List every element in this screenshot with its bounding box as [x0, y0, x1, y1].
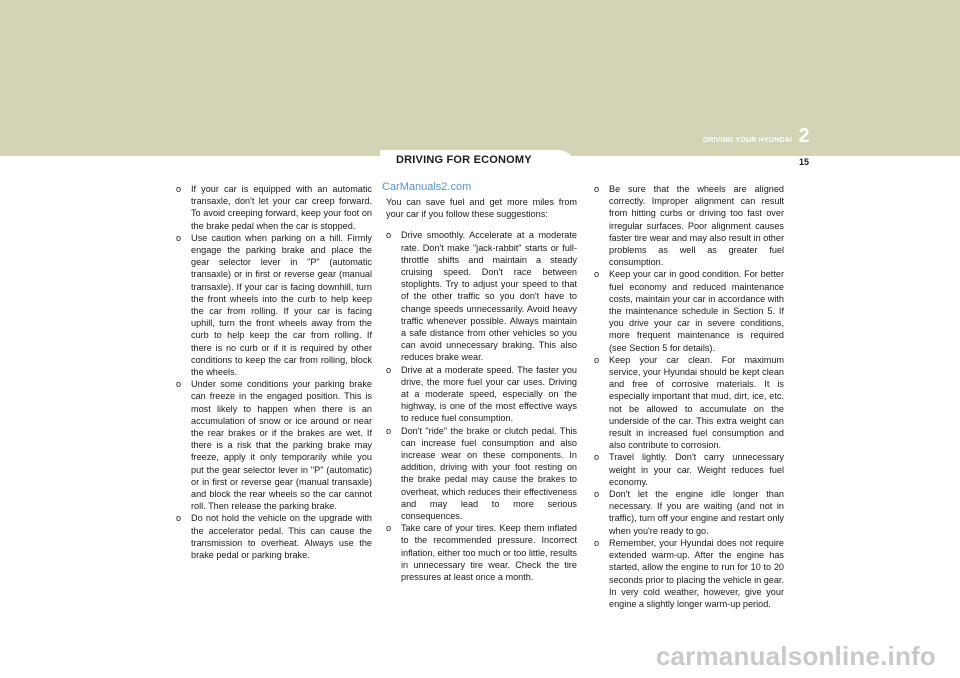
- list-item-text: Use caution when parking on a hill. Firmly engage the parking brake and place the gear selector lever in "P" (automatic transaxle) or in first or reverse gear (manual transaxle). If your car is facing downhill, turn the front wheels into the curb to help keep the car from rolling. If your car is facing uphill, turn the front wheels away from the curb to help keep the car from rolling. If there is no curb or if it is required by other conditions to keep the car from rolling, block the wheels.: [191, 232, 372, 378]
- list-item: [386, 425, 577, 523]
- list-item-text: Don't "ride" the brake or clutch pedal. This can increase fuel consumption and also increase wear on these components. In addition, driving with your foot resting on the brake pedal may cause the brakes to overheat, which reduces their effectiveness and may lead to more serious consequences.: [401, 425, 577, 522]
- bullet-marker: o: [176, 379, 182, 390]
- bullet-list-2: [386, 229, 577, 583]
- page-number: 15: [798, 157, 809, 167]
- bullet-marker: o: [594, 537, 600, 548]
- list-item: [594, 451, 784, 488]
- bullet-marker: o: [386, 230, 392, 241]
- bullet-list-1: [176, 183, 372, 561]
- bullet-marker: o: [176, 184, 182, 194]
- list-item: [594, 354, 784, 452]
- list-item: [594, 537, 784, 610]
- column-2: [386, 196, 577, 583]
- bullet-marker: o: [594, 354, 600, 365]
- list-item: [386, 364, 577, 425]
- list-item-text: Do not hold the vehicle on the upgrade with the accelerator pedal. This can cause the transmission to overheat. Always use the brake pedal or parking brake.: [191, 513, 372, 561]
- bullet-marker: o: [386, 364, 392, 375]
- list-item-text: Be sure that the wheels are aligned correctly. Improper alignment can result from hitting curbs or driving too fast over irregular surfaces. Poor alignment causes faster tire wear and may also result in other problems as well as greater fuel consumption.: [609, 184, 784, 268]
- list-item: [386, 522, 577, 583]
- column-3: [594, 183, 784, 610]
- list-item: [176, 232, 372, 378]
- list-item: [594, 268, 784, 353]
- bullet-list-3: [594, 183, 784, 610]
- watermark-top: CarManuals2.com: [382, 181, 472, 193]
- section-name: DRIVING YOUR HYUNDAI: [702, 137, 792, 144]
- bullet-marker: o: [386, 425, 392, 436]
- list-item-text: Remember, your Hyundai does not require extended warm-up. After the engine has started, allow the engine to run for 10 to 20 seconds prior to placing the vehicle in gear. In very cold weather, however, give your engine a slightly longer warm-up period.: [609, 537, 785, 609]
- list-item-text: Don't let the engine idle longer than necessary. If you are waiting (and not in traffic), turn off your engine and restart only when you're ready to go.: [609, 489, 784, 536]
- bullet-marker: o: [594, 489, 600, 500]
- list-item: [176, 183, 372, 232]
- list-item: [176, 378, 372, 512]
- list-item-text: Drive at a moderate speed. The faster you drive, the more fuel your car uses. Driving at a moderate speed, especially on the highway, is one of the most effective ways to reduce fuel consumption.: [401, 364, 577, 424]
- list-item: [386, 229, 577, 363]
- section-number: 2: [798, 125, 810, 147]
- page-title: DRIVING FOR ECONOMY: [396, 154, 532, 166]
- intro-paragraph: You can save fuel and get more miles from your car if you follow these suggestions:: [386, 197, 577, 220]
- list-item-text: Travel lightly. Don't carry unnecessary weight in your car. Weight reduces fuel economy.: [609, 452, 784, 487]
- list-item-text: If your car is equipped with an automatic transaxle, don't let your car creep forward. To avoid creeping forward, keep your foot on the brake pedal when the car is stopped.: [191, 184, 372, 231]
- list-item: [594, 183, 784, 268]
- bullet-marker: o: [386, 523, 392, 534]
- watermark-bottom: carmanualsonline.info: [655, 641, 936, 671]
- list-item: [176, 512, 372, 561]
- bullet-marker: o: [176, 513, 182, 524]
- header-band: [0, 0, 960, 156]
- list-item-text: Take care of your tires. Keep them inflated to the recommended pressure. Incorrect inflation, either too much or too little, results in unnecessary tire wear. Check the tire pressures at least once a month.: [401, 523, 577, 583]
- bullet-marker: o: [594, 184, 600, 194]
- list-item-text: Under some conditions your parking brake can freeze in the engaged position. This is most likely to happen when there is an accumulation of snow or ice around or near the rear brakes or if the brakes are wet. If there is a risk that the parking brake may freeze, apply it only temporarily while you put the gear selector lever in "P" (automatic) or in first or reverse gear (manual transaxle) and block the rear wheels so the car cannot roll. Then release the parking brake.: [191, 379, 372, 512]
- bullet-marker: o: [594, 452, 600, 463]
- list-item: [594, 488, 784, 537]
- column-1: [176, 183, 372, 561]
- list-item-text: Keep your car clean. For maximum service, your Hyundai should be kept clean and free of corrosive materials. It is especially important that mud, dirt, ice, etc. not be allowed to accumulate on the underside of the car. This extra weight can result in increased fuel consumption and also contribute to corrosion.: [609, 354, 784, 451]
- bullet-marker: o: [594, 269, 600, 280]
- bullet-marker: o: [176, 232, 182, 243]
- list-item-text: Keep your car in good condition. For better fuel economy and reduced maintenance costs, maintain your car in accordance with the maintenance schedule in Section 5. If you drive your car in severe conditions, more frequent maintenance is required (see Section 5 for details).: [609, 269, 784, 353]
- list-item-text: Drive smoothly. Accelerate at a moderate rate. Don't make "jack-rabbit" starts or full-throttle shifts and maintain a steady cruising speed. Don't race between stoplights. Try to adjust your speed to that of the other traffic so you don't have to change speeds unnecessarily. Avoid heavy traffic whenever possible. Always maintain a safe distance from other vehicles so you can avoid unnecessary braking. This also reduces brake wear.: [401, 230, 577, 363]
